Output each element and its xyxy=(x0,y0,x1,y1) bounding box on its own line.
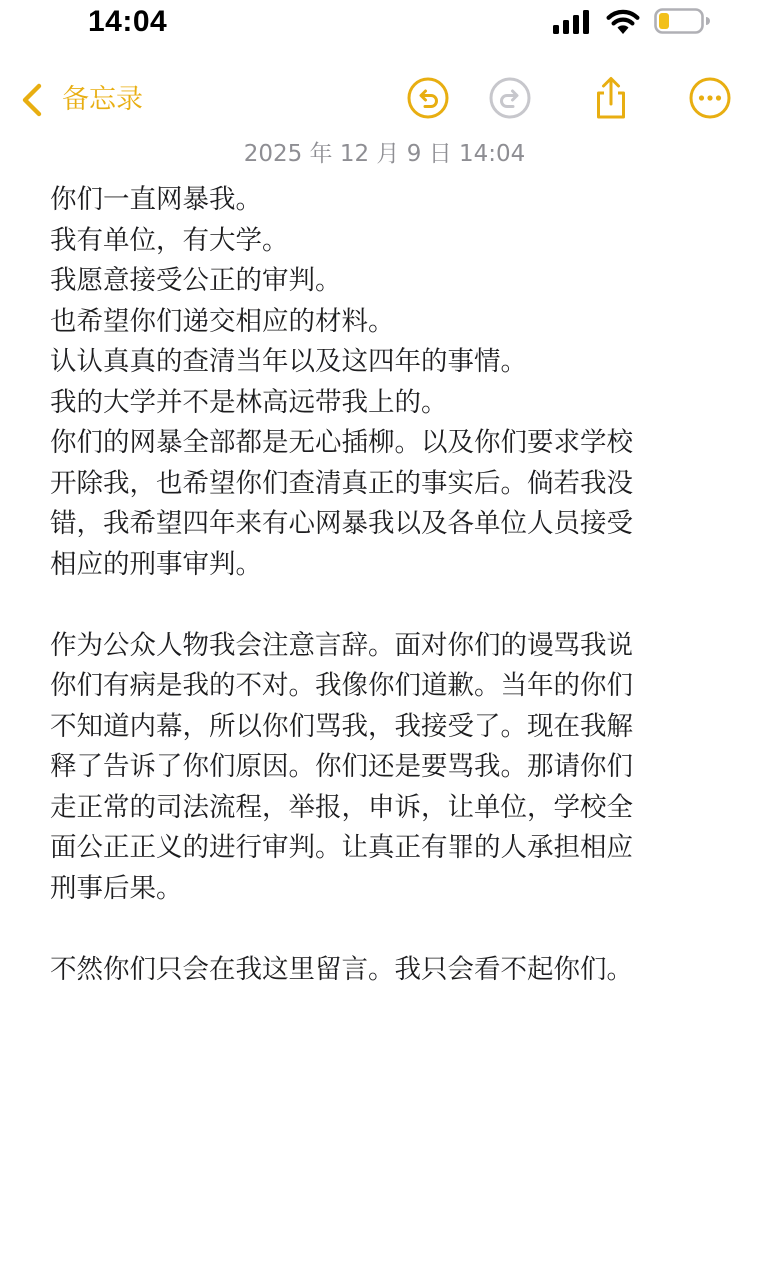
note-line: 作为公众人物我会注意言辞。面对你们的谩骂我说 xyxy=(50,629,633,661)
note-line: 开除我，也希望你们查清真正的事实后。倘若我没 xyxy=(50,467,633,499)
note-paragraph xyxy=(50,180,730,585)
note-line: 不然你们只会在我这里留言。我只会看不起你们。 xyxy=(50,953,633,985)
status-bar xyxy=(0,0,769,52)
chevron-left-icon xyxy=(20,80,44,120)
back-button[interactable] xyxy=(20,76,143,124)
note-line: 你们一直网暴我。 xyxy=(50,184,262,215)
note-line: 相应的刑事审判。 xyxy=(50,548,262,580)
share-button[interactable] xyxy=(589,76,633,120)
note-paragraph xyxy=(50,626,730,910)
note-line: 刑事后果。 xyxy=(50,872,183,904)
note-line: 我愿意接受公正的审判。 xyxy=(50,265,342,296)
battery-icon xyxy=(654,8,710,34)
note-date: 2025 年 12 月 9 日 14:04 xyxy=(243,141,526,167)
undo-button[interactable] xyxy=(406,76,450,120)
undo-icon xyxy=(406,76,450,120)
note-body[interactable] xyxy=(50,180,730,990)
redo-icon xyxy=(488,76,532,120)
status-time: 14:04 xyxy=(88,5,168,38)
note-line: 你们有病是我的不对。我像你们道歉。当年的你们 xyxy=(50,670,633,701)
note-paragraph xyxy=(50,950,730,991)
note-line: 你们的网暴全部都是无心插柳。以及你们要求学校 xyxy=(50,427,633,458)
nav-bar xyxy=(0,70,769,130)
paragraph-spacer xyxy=(50,585,730,626)
note-line: 面公正正义的进行审判。让真正有罪的人承担相应 xyxy=(50,832,633,863)
more-icon xyxy=(688,76,732,120)
share-icon xyxy=(589,76,633,120)
note-line: 不知道内幕，所以你们骂我，我接受了。现在我解 xyxy=(50,710,633,742)
note-line: 错，我希望四年来有心网暴我以及各单位人员接受 xyxy=(50,508,633,539)
note-line: 也希望你们递交相应的材料。 xyxy=(50,305,395,337)
back-label: 备忘录 xyxy=(62,84,143,115)
wifi-icon xyxy=(606,9,640,35)
cellular-signal-icon xyxy=(553,10,589,34)
note-line: 释了告诉了你们原因。你们还是要骂我。那请你们 xyxy=(50,751,633,782)
note-line: 认认真真的查清当年以及这四年的事情。 xyxy=(50,346,527,377)
more-button[interactable] xyxy=(688,76,732,120)
note-line: 我有单位，有大学。 xyxy=(50,224,289,256)
note-line: 我的大学并不是林高远带我上的。 xyxy=(50,386,448,418)
note-line: 走正常的司法流程，举报，申诉，让单位，学校全 xyxy=(50,791,633,823)
paragraph-spacer xyxy=(50,909,730,950)
redo-button[interactable] xyxy=(488,76,532,120)
